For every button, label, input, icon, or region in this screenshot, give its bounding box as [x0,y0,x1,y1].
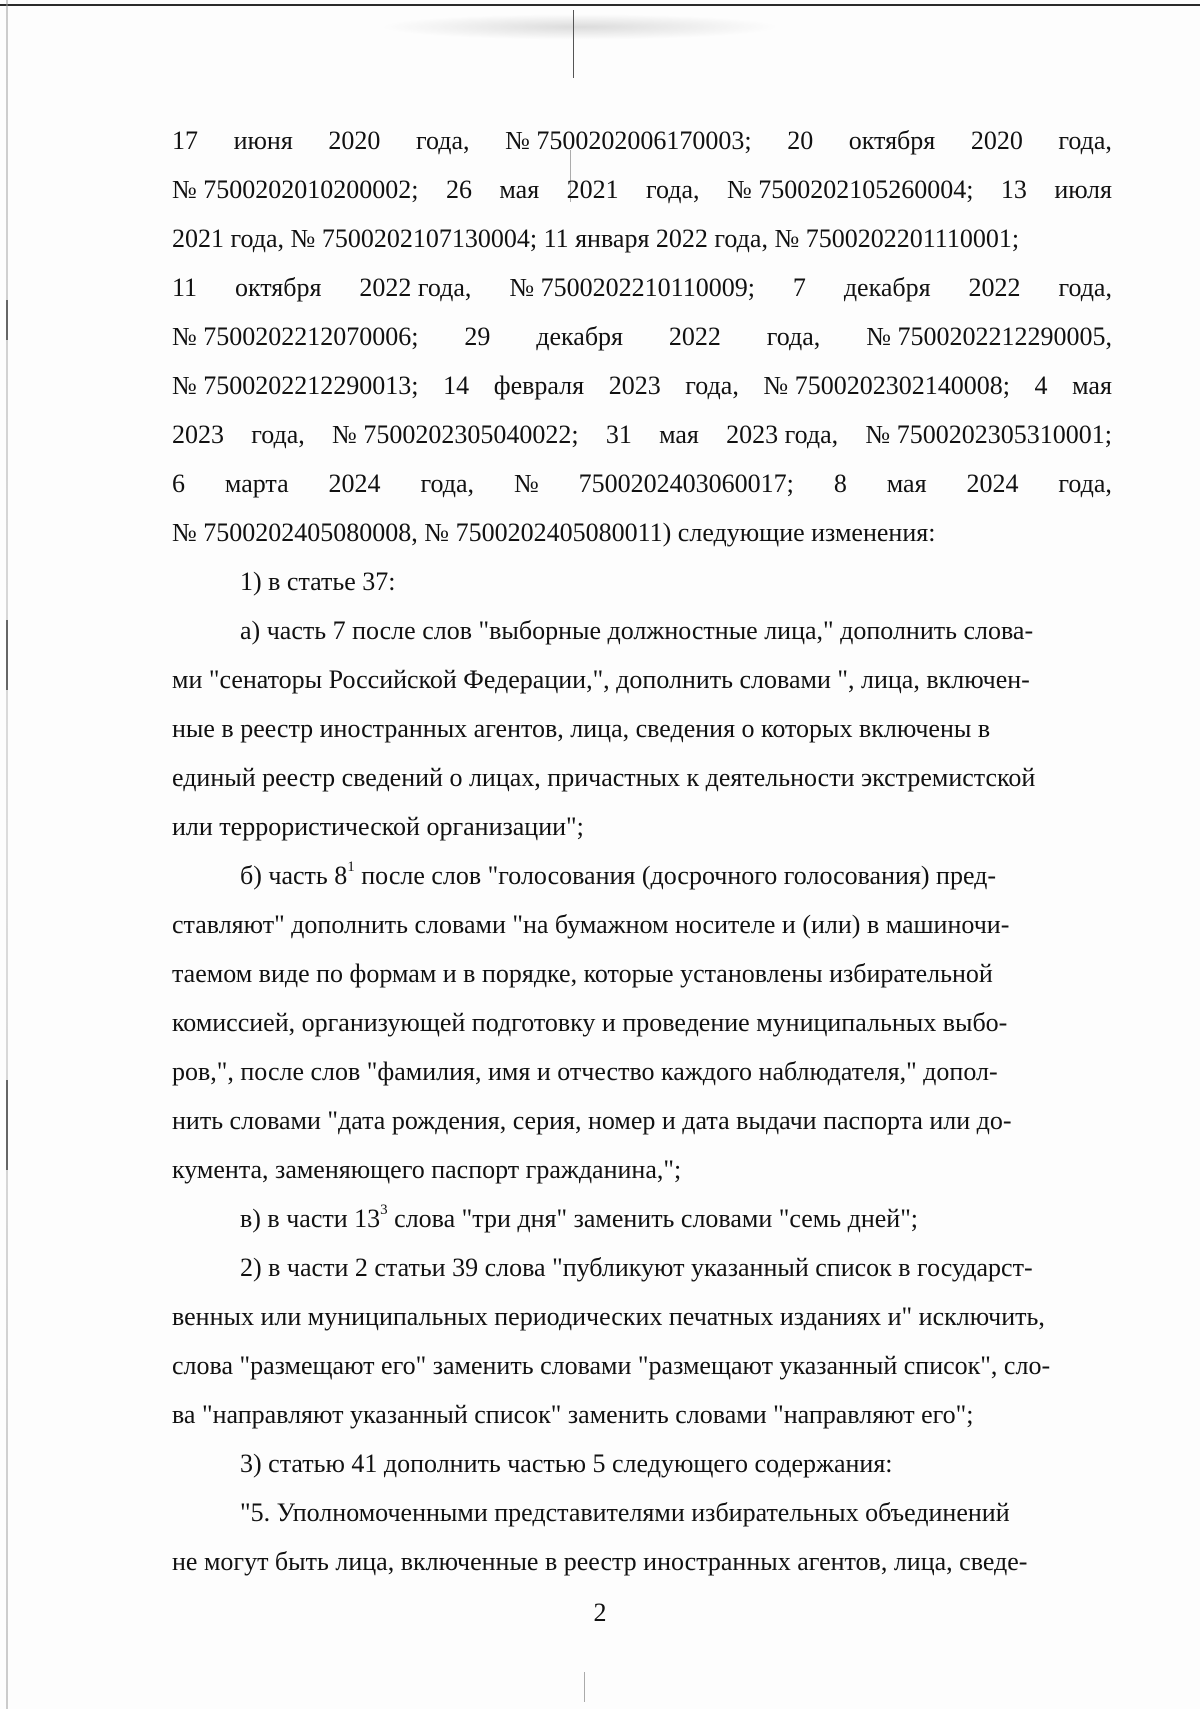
scan-fold-mark [573,10,574,78]
page-number: 2 [593,1598,607,1627]
text-line [172,214,1112,263]
superscript: 3 [380,1202,388,1219]
word: 7 [792,273,806,302]
item-3-quote-paragraph [172,1488,1112,1586]
word: 2024 [966,469,1019,498]
word: октября [848,126,936,155]
word: мая [886,469,927,498]
scan-smudge [380,14,780,40]
text-line: таемом виде по формам и в порядке, которые установлены избирательной [172,959,993,988]
word: 4 [1034,371,1048,400]
word: 11 [172,273,198,302]
word: № 7500202006170003; [505,126,752,155]
text-line: не могут быть лица, включенные в реестр иностранных агентов, лица, сведе- [172,1547,1028,1576]
margin-tick [6,1080,8,1170]
word: октября [234,273,322,302]
text-line [172,459,1112,508]
margin-tick [6,620,8,690]
word: года, [1058,273,1112,302]
text-line [172,361,1112,410]
item-1-heading: 1) в статье 37: [240,567,396,596]
scan-edge-line [0,4,1200,6]
word: 2020 [328,126,381,155]
word: № 7500202212290005, [866,322,1112,351]
word: 2021 [566,175,619,204]
word: 2021 года, № 7500202107130004; 11 января 2022 года, № 7500202201110001; [172,224,1020,253]
word: № [513,469,539,498]
word: 2023 [172,420,224,449]
superscript: 1 [347,859,355,876]
word: мая [499,175,540,204]
item-1a-paragraph [172,606,1112,851]
item-1b-paragraph [172,851,1112,1194]
word: 31 [605,420,632,449]
document-body [172,116,1112,1586]
word: декабря [536,322,624,351]
word: № 7500202105260004; [726,175,974,204]
item-1c-line [172,1194,1112,1243]
scan-left-edge [6,0,8,1709]
word: года, [1058,126,1112,155]
word: 7500202403060017; [578,469,794,498]
text-line: единый реестр сведений о лицах, причастных к деятельности экстремистской [172,763,1036,792]
text-line: ров,", после слов "фамилия, имя и отчество каждого наблюдателя," допол- [172,1057,998,1086]
word: 2022 года, [359,273,472,302]
text-line [172,312,1112,361]
text-fragment: слова "три дня" заменить словами "семь дней"; [387,1204,919,1233]
item-3-line: 3) статью 41 дополнить частью 5 следующего содержания: [240,1449,893,1478]
word: 17 [172,126,198,155]
word: 20 [787,126,814,155]
text-line: "5. Уполномоченными представителями избирательных объединений [240,1498,1010,1527]
word: года, [766,322,821,351]
word: 29 [464,322,491,351]
word: 14 [443,371,470,400]
dates-paragraph [172,116,1112,557]
word: декабря [843,273,931,302]
word: года, [420,469,475,498]
word: 2022 [968,273,1021,302]
word: № 7500202212290013; [172,371,419,400]
text-line [172,410,1112,459]
word: февраля [493,371,585,400]
scan-bottom-mark [584,1672,585,1702]
text-line: ва "направляют указанный список" заменить словами "направляют его"; [172,1400,974,1429]
text-fragment: после слов "голосования (досрочного голосования) пред- [354,861,997,890]
word: мая [1072,371,1112,400]
word: 2020 [970,126,1023,155]
word: года, [646,175,700,204]
word: № 7500202305310001; [865,420,1112,449]
text-line: или террористической организации"; [172,812,584,841]
text-line: кумента, заменяющего паспорт гражданина,"; [172,1155,682,1184]
word: июня [233,126,293,155]
text-line: венных или муниципальных периодических печатных изданиях и" исключить, [172,1302,1045,1331]
word: года, [251,420,305,449]
item-2-paragraph [172,1243,1112,1439]
word: № 7500202210110009; [509,273,755,302]
word: № 7500202305040022; [332,420,579,449]
word: июля [1054,175,1112,204]
word: года, [1058,469,1112,498]
margin-tick [6,300,8,340]
word: 2022 [668,322,721,351]
word: 2023 года, [726,420,839,449]
word: года, [415,126,470,155]
text-line: № 7500202405080008, № 7500202405080011) следующие изменения: [172,518,936,547]
text-line [172,263,1112,312]
text-line [172,851,1112,900]
word: марта [224,469,289,498]
text-line: а) часть 7 после слов "выборные должностные лица," дополнить слова- [240,616,1034,645]
word: 13 [1000,175,1027,204]
word: № 7500202302140008; [763,371,1010,400]
text-fragment: в) в части 13 [240,1204,381,1233]
word: 8 [833,469,847,498]
text-line [172,116,1112,165]
word: года, [685,371,739,400]
text-line: комиссией, организующей подготовку и проведение муниципальных выбо- [172,1008,1008,1037]
text-line: ставляют" дополнить словами "на бумажном носителе и (или) в машиночи- [172,910,1010,939]
text-line: ми "сенаторы Российской Федерации,", дополнить словами ", лица, включен- [172,665,1030,694]
word: 26 [445,175,472,204]
word: 6 [172,469,185,498]
text-line: нить словами "дата рождения, серия, номер и дата выдачи паспорта или до- [172,1106,1012,1135]
word: мая [659,420,699,449]
text-line: ные в реестр иностранных агентов, лица, сведения о которых включены в [172,714,991,743]
word: № 7500202010200002; [172,175,419,204]
text-line [172,165,1112,214]
text-line: 2) в части 2 статьи 39 слова "публикуют указанный список в государст- [240,1253,1033,1282]
text-fragment: б) часть 8 [240,861,348,890]
word: 2024 [328,469,381,498]
word: № 7500202212070006; [172,322,419,351]
text-line: слова "размещают его" заменить словами "размещают указанный список", сло- [172,1351,1051,1380]
word: 2023 [608,371,661,400]
